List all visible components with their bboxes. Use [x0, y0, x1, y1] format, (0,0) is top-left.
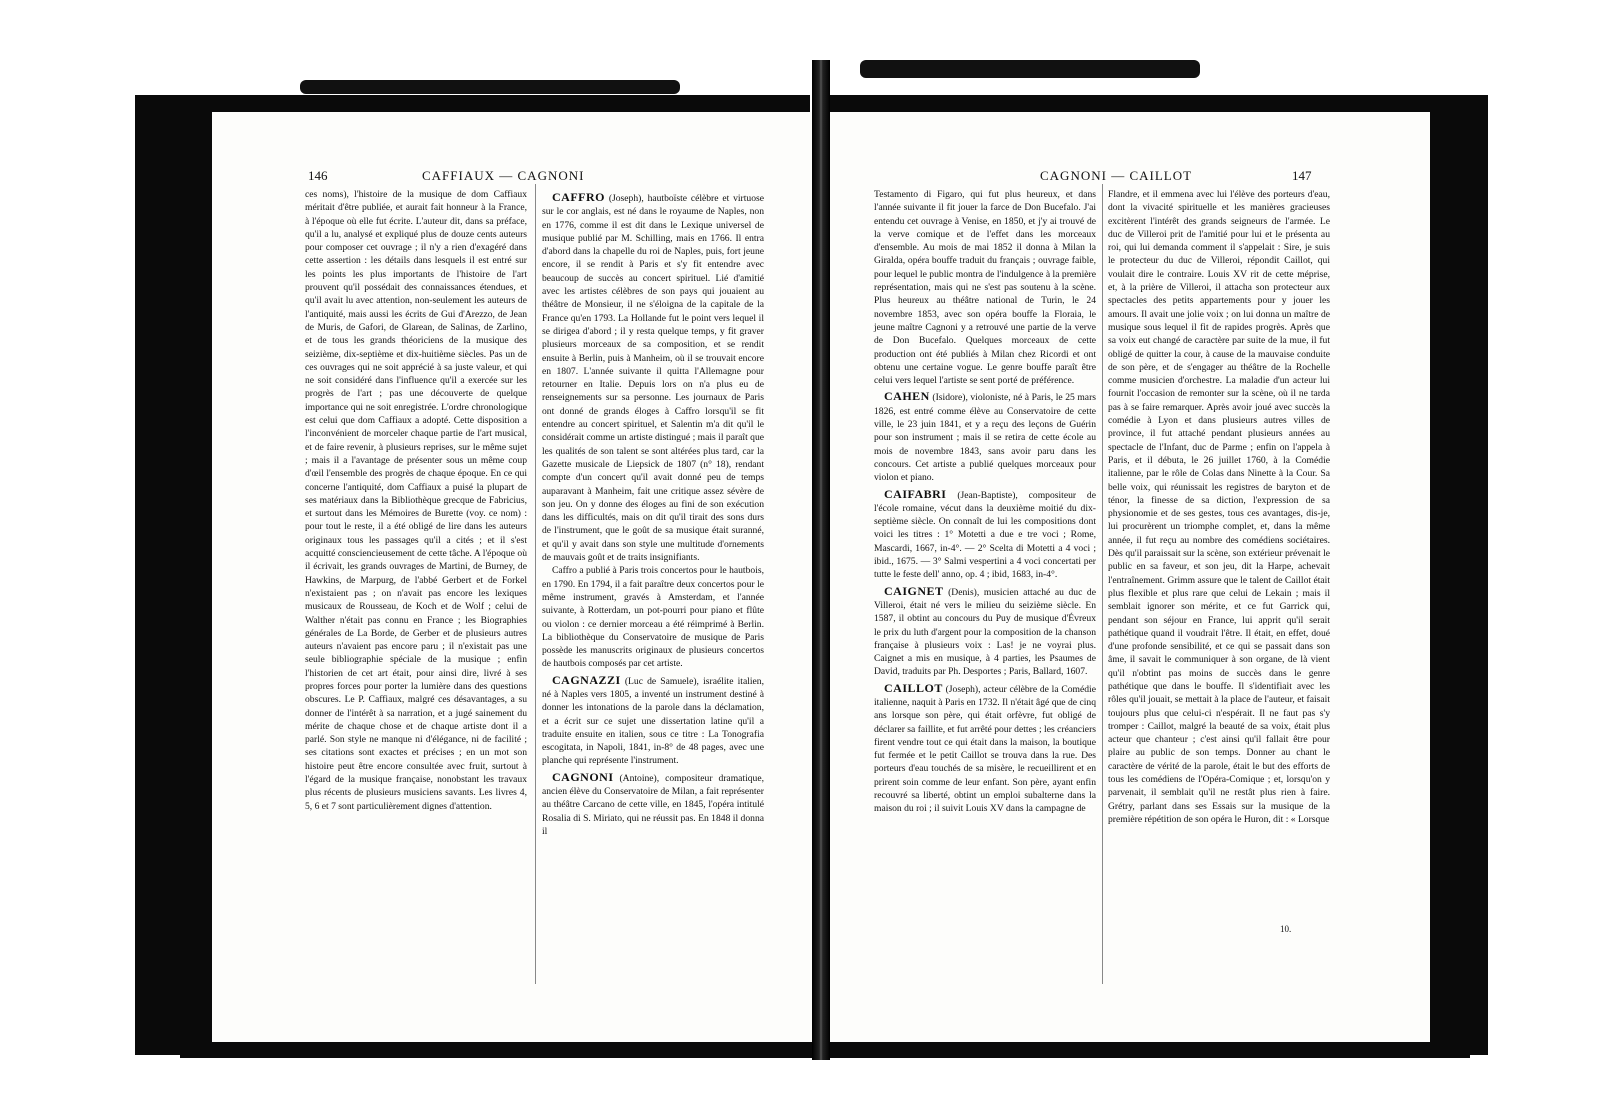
entry-cagnoni [542, 771, 764, 838]
page-number: 146 [308, 168, 328, 183]
book-gutter [812, 60, 830, 1060]
entry-forename: (Antoine) [619, 772, 657, 784]
entry-headword: CAHEN [884, 389, 930, 404]
entry-caillot [874, 682, 1096, 816]
entry-headword: CAFFRO [552, 190, 605, 204]
entry-headword: CAILLOT [884, 680, 943, 695]
running-head: CAGNONI — CAILLOT [1040, 168, 1193, 183]
scan-border-bottom-left [180, 1040, 812, 1058]
entry-caffro [542, 191, 764, 564]
signature-mark: 10. [1280, 924, 1292, 934]
entry-text: , hautboïste célèbre et virtuose sur le cor anglais, est né dans le royaume de Naples, non en 1776, comme il est dit dans le Lexique universel de musique publié par M. Schilling, mais en 1766. Il entra d'abord dans la chapelle du roi de Naples, puis, fort jeune encore, il se rendit à Paris et s'y fit entendre avec beaucoup de succès au concert spirituel. Lié d'amitié avec les artistes célèbres de son pays qui jouaient au théâtre de Monsieur, il ne s'éloigna de la capitale de la France qu'en 1793. La Hollande fut le point vers lequel il se dirigea d'abord ; il y resta quelque temps, y fit graver plusieurs morceaux de sa composition, et se rendit ensuite à Berlin, puis à Manheim, où il se trouvait encore en 1807. L'année suivante il quitta l'Allemagne pour retourner en Italie. Depuis lors on n'a plus eu de renseignements sur sa personne. Les journaux de Paris ont donné de grands éloges à Caffro lorsqu'il se fit entendre au concert spirituel, et Salentin m'a dit qu'il le considérait comme un artiste distingué ; mais il paraît que les qualités de son talent se sont altérées plus tard, car la Gazette musicale de Liepsick de 1807 (n° 18), rendant compte d'un concert qu'il avait donné peu de temps auparavant à Manheim, fait une critique assez sévère de son jeu. On y donne des éloges au fini de son exécution dans les difficultés, mais on dit qu'il tirait des sons durs de l'instrument, que le goût de sa musique était suranné, et qu'il y avait dans son style une multitude d'ornements de mauvais goût et de traits insignifiants. [542, 193, 764, 564]
paragraph: Flandre, et il emmena avec lui l'élève des porteurs d'eau, dont la vivacité spirituelle et les manières gracieuses excitèrent l'intérêt des grands seigneurs de l'armée. Le duc de Villeroi prit de l'amitié pour lui et le présenta au roi, qui lui demanda comment il s'appelait : Sire, je suis le protecteur du duc de Villeroi, répondit Caillot, qui voulait dire le contraire. Louis XV rit de cette méprise, et, à la prière de Villeroi, il attacha son protecteur aux spectacles des petits appartements pour y jouer les amours. Il avait une jolie voix ; on lui donna un maître de musique sous lequel il fit de rapides progrès. Après que sa voix eut changé de caractère par suite de la mue, il fut obligé de quitter la cour, à cause de la mauvaise conduite de son père, et de s'engager au théâtre de la Rochelle comme musicien d'orchestre. La maladie d'un acteur lui fournit l'occasion de remonter sur la scène, où il ne tarda pas à se faire remarquer. Après avoir joué avec succès la comédie à Lyon et dans plusieurs autres villes de province, il fut attaché pendant plusieurs années au spectacle de l'Infant, duc de Parme ; enfin on l'appela à Paris, et il débuta, le 26 juillet 1760, à la Comédie italienne, par le rôle de Colas dans Ninette à la Cour. Sa belle voix, qui réunissait les registres de baryton et de ténor, la finesse de sa diction, l'expression de sa physionomie et de ses gestes, tous ces avantages, dis-je, lui procurèrent un triomphe complet, et, dans la même année, il fut reçu au nombre des comédiens sociétaires. Dès qu'il paraissait sur la scène, son extérieur prévenait le public en sa faveur, et son jeu, dit la Harpe, achevait l'entraînement. Grimm assure que le talent de Caillot était plus flexible et plus rare que celui de Lekain ; mais il semblait ignorer son mérite, et ce fut Garrick qui, pendant son séjour en France, lui apprit qu'il serait pathétique quand il voudrait l'être. Il était, en effet, doué d'une profonde sensibilité, et ce qui se passait dans son âme, il savait le communiquer à son organe, de là vient qu'il n'obtint pas moins de succès dans le genre pathétique que dans le bouffe. Il s'identifiait avec les rôles qu'il jouait, se mettait à la place de l'auteur, et faisait toujours plus que celui-ci n'espérait. Il ne faut pas s'y tromper : Caillot, malgré la beauté de sa voix, était plus acteur que chanteur ; c'est ainsi qu'il fallait être pour plaire au public de son temps. Donner au chant le caractère de vérité de la parole, était le but des efforts de tous les comédiens de l'Opéra-Comique ; et, lorsqu'on y parvenait, il semblait qu'il ne restât plus rien à faire. Grétry, parlant dans ses Essais sur la musique de la première répétition de son opéra le Huron, dit : « Lorsque [1108, 189, 1330, 825]
paragraph: ces noms), l'histoire de la musique de dom Caffiaux méritait d'être publiée, et aurait fait honneur à la France, à l'époque où elle fut écrite. L'auteur dit, dans sa préface, qu'il a lu, analysé et expliqué plus de douze cents auteurs pour composer cet ouvrage ; il n'y a rien d'exagéré dans cette assertion : les détails dans lesquels il est entré sur les points les plus importants de l'histoire de l'art prouvent qu'il possédait des connaissances étendues, et qu'il avait lu avec attention, non-seulement les auteurs de l'antiquité, mais aussi les écrits de Gui d'Arezzo, de Jean de Muris, de Gafori, de Glarean, de Salinas, de Zarlino, et de tous les grands théoriciens de la musique des seizième, dix-septième et dix-huitième siècles. Pas un de ces ouvrages qui ne soit apprécié à sa juste valeur, et qui ne soit considéré dans l'influence qu'il a exercée sur les progrès de l'art ; pas une découverte de quelque importance qui ne soit enregistrée. L'ordre chronologique est celui que dom Caffiaux a adopté. Cette disposition a l'inconvénient de morceler chaque partie de l'art musical, et de faire revenir, à plusieurs reprises, sur le même sujet ; mais il a l'avantage de présenter sous un même coup d'œil l'ensemble des progrès de chaque époque. En ce qui concerne l'antiquité, dom Caffiaux a puisé la plupart de ses matériaux dans la Bibliothèque grecque de Fabricius, et surtout dans les Mémoires de Burette (voy. ce nom) : pour tout le reste, il a été obligé de lire dans les auteurs originaux tous les passages qu'il a cités ; et il s'est acquitté consciencieusement de cette tâche. A l'époque où il écrivait, les grands ouvrages de Martini, de Burney, de Hawkins, de Marpurg, de l'abbé Gerbert et de Forkel n'existaient pas ; on n'avait pas encore les lexiques musicaux de Rousseau, de Koch et de Wolf ; celui de Walther n'était pas connu en France ; les Biographies générales de La Borde, de Gerber et de plusieurs autres auteurs n'avaient pas encore paru ; il n'existait pas une seule bibliographie spéciale de la musique ; enfin l'historien de cet art était, pour ainsi dire, livré à ses propres forces pour porter la lumière dans des questions obscures. Le P. Caffiaux, malgré ces désavantages, a su donner de l'intérêt à sa narration, et a jugé sainement du mérite de chaque chose et de chaque artiste dont il a parlé. Son style ne manque ni d'élégance, ni de facilité ; ses citations sont exactes et précises ; en un mot son histoire peut être encore consultée avec fruit, surtout à l'égard de la musique française, nonobstant les travaux plus récents de plusieurs musiciens savants. Les livres 4, 5, 6 et 7 sont particulièrement dignes d'attention. [305, 189, 527, 812]
entry-headword: CAGNONI [552, 769, 614, 784]
paragraph [542, 564, 764, 670]
entry-forename: (Luc de Samuele) [624, 675, 697, 687]
entry-forename: (Joseph) [608, 193, 642, 204]
entry-forename: (Denis) [948, 586, 977, 598]
column-rule [535, 184, 536, 984]
right-page [830, 112, 1430, 1042]
scan-border-right [1428, 95, 1488, 1055]
entry-text: , musicien attaché au duc de Villeroi, était né vers le milieu du seizième siècle. En 1587, il obtint au concours du Puy de musique d'Évreux le prix du luth d'argent pour la composition de la chanson française à plusieurs voix : Las! je ne voyrai plus. Caignet a mis en musique, à 4 parties, les Psaumes de David, traduits par Ph. Desportes ; Paris, Ballard, 1607. [874, 586, 1096, 678]
scan-border-bottom-right [830, 1040, 1470, 1058]
entry-forename: (Joseph) [945, 683, 979, 695]
scan-border-left [135, 95, 215, 1055]
entry-headword: CAIFABRI [884, 486, 947, 501]
entry-text: , violoniste, né à Paris, le 25 mars 1826, est entré comme élève au Conservatoire de cette ville, le 23 juin 1841, et y a reçu des leçons de Guérin pour son instrument ; mais il se retira de cette école au mois de novembre 1843, sans avoir paru dans les concours. Cet artiste a publié quelques morceaux pour violon et piano. [874, 392, 1096, 484]
entry-text: , compositeur de l'école romaine, vécut dans la deuxième moitié du dix-septième siècle. On connaît de lui les compositions dont voici les titres : 1° Motetti a due e tre voci ; Rome, Mascardi, 1667, in-4°. — 2° Scelta di Motetti a 4 voci ; ibid., 1675. — 3° Salmi vespertini a 4 voci concertati per tutte le feste dell' anno, op. 4 ; ibid, 1683, in-4°. [874, 489, 1096, 581]
page-number: 147 [1292, 168, 1312, 183]
entry-text: , compositeur dramatique, ancien élève du Conservatoire de Milan, a fait représenter au théâtre Carcano de cette ville, en 1845, l'opéra intitulé Rosalia di S. Miriato, qui ne réussit pas. En 1848 il donna il [542, 772, 764, 837]
entry-forename: (Jean-Baptiste) [957, 489, 1016, 501]
entry-text: , acteur célèbre de la Comédie italienne, naquit à Paris en 1732. Il n'était âgé que de cinq ans lorsque son père, qui était orfèvre, fut obligé de déclarer sa faillite, et fut arrêté pour dettes ; les créanciers firent vendre tout ce qui était dans la maison, la boutique fut fermée et le petit Caillot se trouva dans la rue. Des porteurs d'eau touchés de sa misère, le recueillirent et en prirent soin comme de leur enfant. Son père, ayant enfin recouvré sa liberté, obtint un emploi subalterne dans la maison du roi ; il suivit Louis XV dans la campagne de [874, 683, 1096, 815]
left-column-2 [542, 188, 764, 838]
entry-text: Testamento di Figaro, qui fut plus heureux, et dans l'année suivante il fit jouer la farce de Don Bucefalo. J'ai entendu cet ouvrage à Venise, en 1850, et j'y ai trouvé de la verve comique et de l'effet dans les morceaux d'ensemble. Au mois de mai 1852 il donna à Milan la Giralda, opéra bouffe traduit du français ; ouvrage faible, pour lequel le public montra de l'indulgence à la première représentation, mais qui ne s'est pas soutenu à la scène. Plus heureux au théâtre national de Turin, le 24 novembre 1853, avec son opéra bouffe la Floraia, le jeune maître Cagnoni y a retrouvé une partie de la verve de Don Bucefalo. Quelques morceaux de cette production ont été publiés à Milan chez Ricordi et ont obtenu une certaine vogue. Le genre bouffe paraît être celui vers lequel l'artiste se sent porté de préférence. [874, 189, 1096, 387]
paragraph [874, 188, 1096, 387]
entry-text: Caffro a publié à Paris trois concertos pour le hautbois, en 1790. En 1794, il a fait paraître deux concertos pour le même instrument, gravés à Amsterdam, et l'année suivante, à Rotterdam, un pot-pourri pour piano et flûte ou violon : ce dernier morceau a été réimprimé à Berlin. La bibliothèque du Conservatoire de musique de Paris possède les manuscrits originaux de plusieurs concertos de hautbois composés par cet artiste. [542, 565, 764, 670]
right-column-1 [874, 188, 1096, 816]
left-page [212, 112, 812, 1042]
scan-smudge-top-right [860, 60, 1200, 78]
right-column-2 [1108, 188, 1330, 826]
entry-cagnazzi [542, 674, 764, 768]
running-head: CAFFIAUX — CAGNONI [422, 168, 585, 183]
entry-cahen [874, 390, 1096, 484]
left-column-1 [305, 188, 527, 813]
entry-caifabri [874, 488, 1096, 582]
entry-caignet [874, 585, 1096, 679]
entry-headword: CAIGNET [884, 583, 944, 598]
column-rule [1102, 184, 1103, 984]
entry-text: , israélite italien, né à Naples vers 1805, a inventé un instrument destiné à donner les intonations de la parole dans la déclamation, et a écrit sur ce sujet une dissertation latine qu'il a traduite ensuite en italien, sous ce titre : La Tonografia escogitata, in Napoli, 1841, in-8° de 48 pages, avec une planche qui représente l'instrument. [542, 675, 764, 767]
entry-headword: CAGNAZZI [552, 672, 621, 687]
scan-smudge-top-left [300, 80, 680, 94]
entry-forename: (Isidore) [932, 392, 966, 404]
